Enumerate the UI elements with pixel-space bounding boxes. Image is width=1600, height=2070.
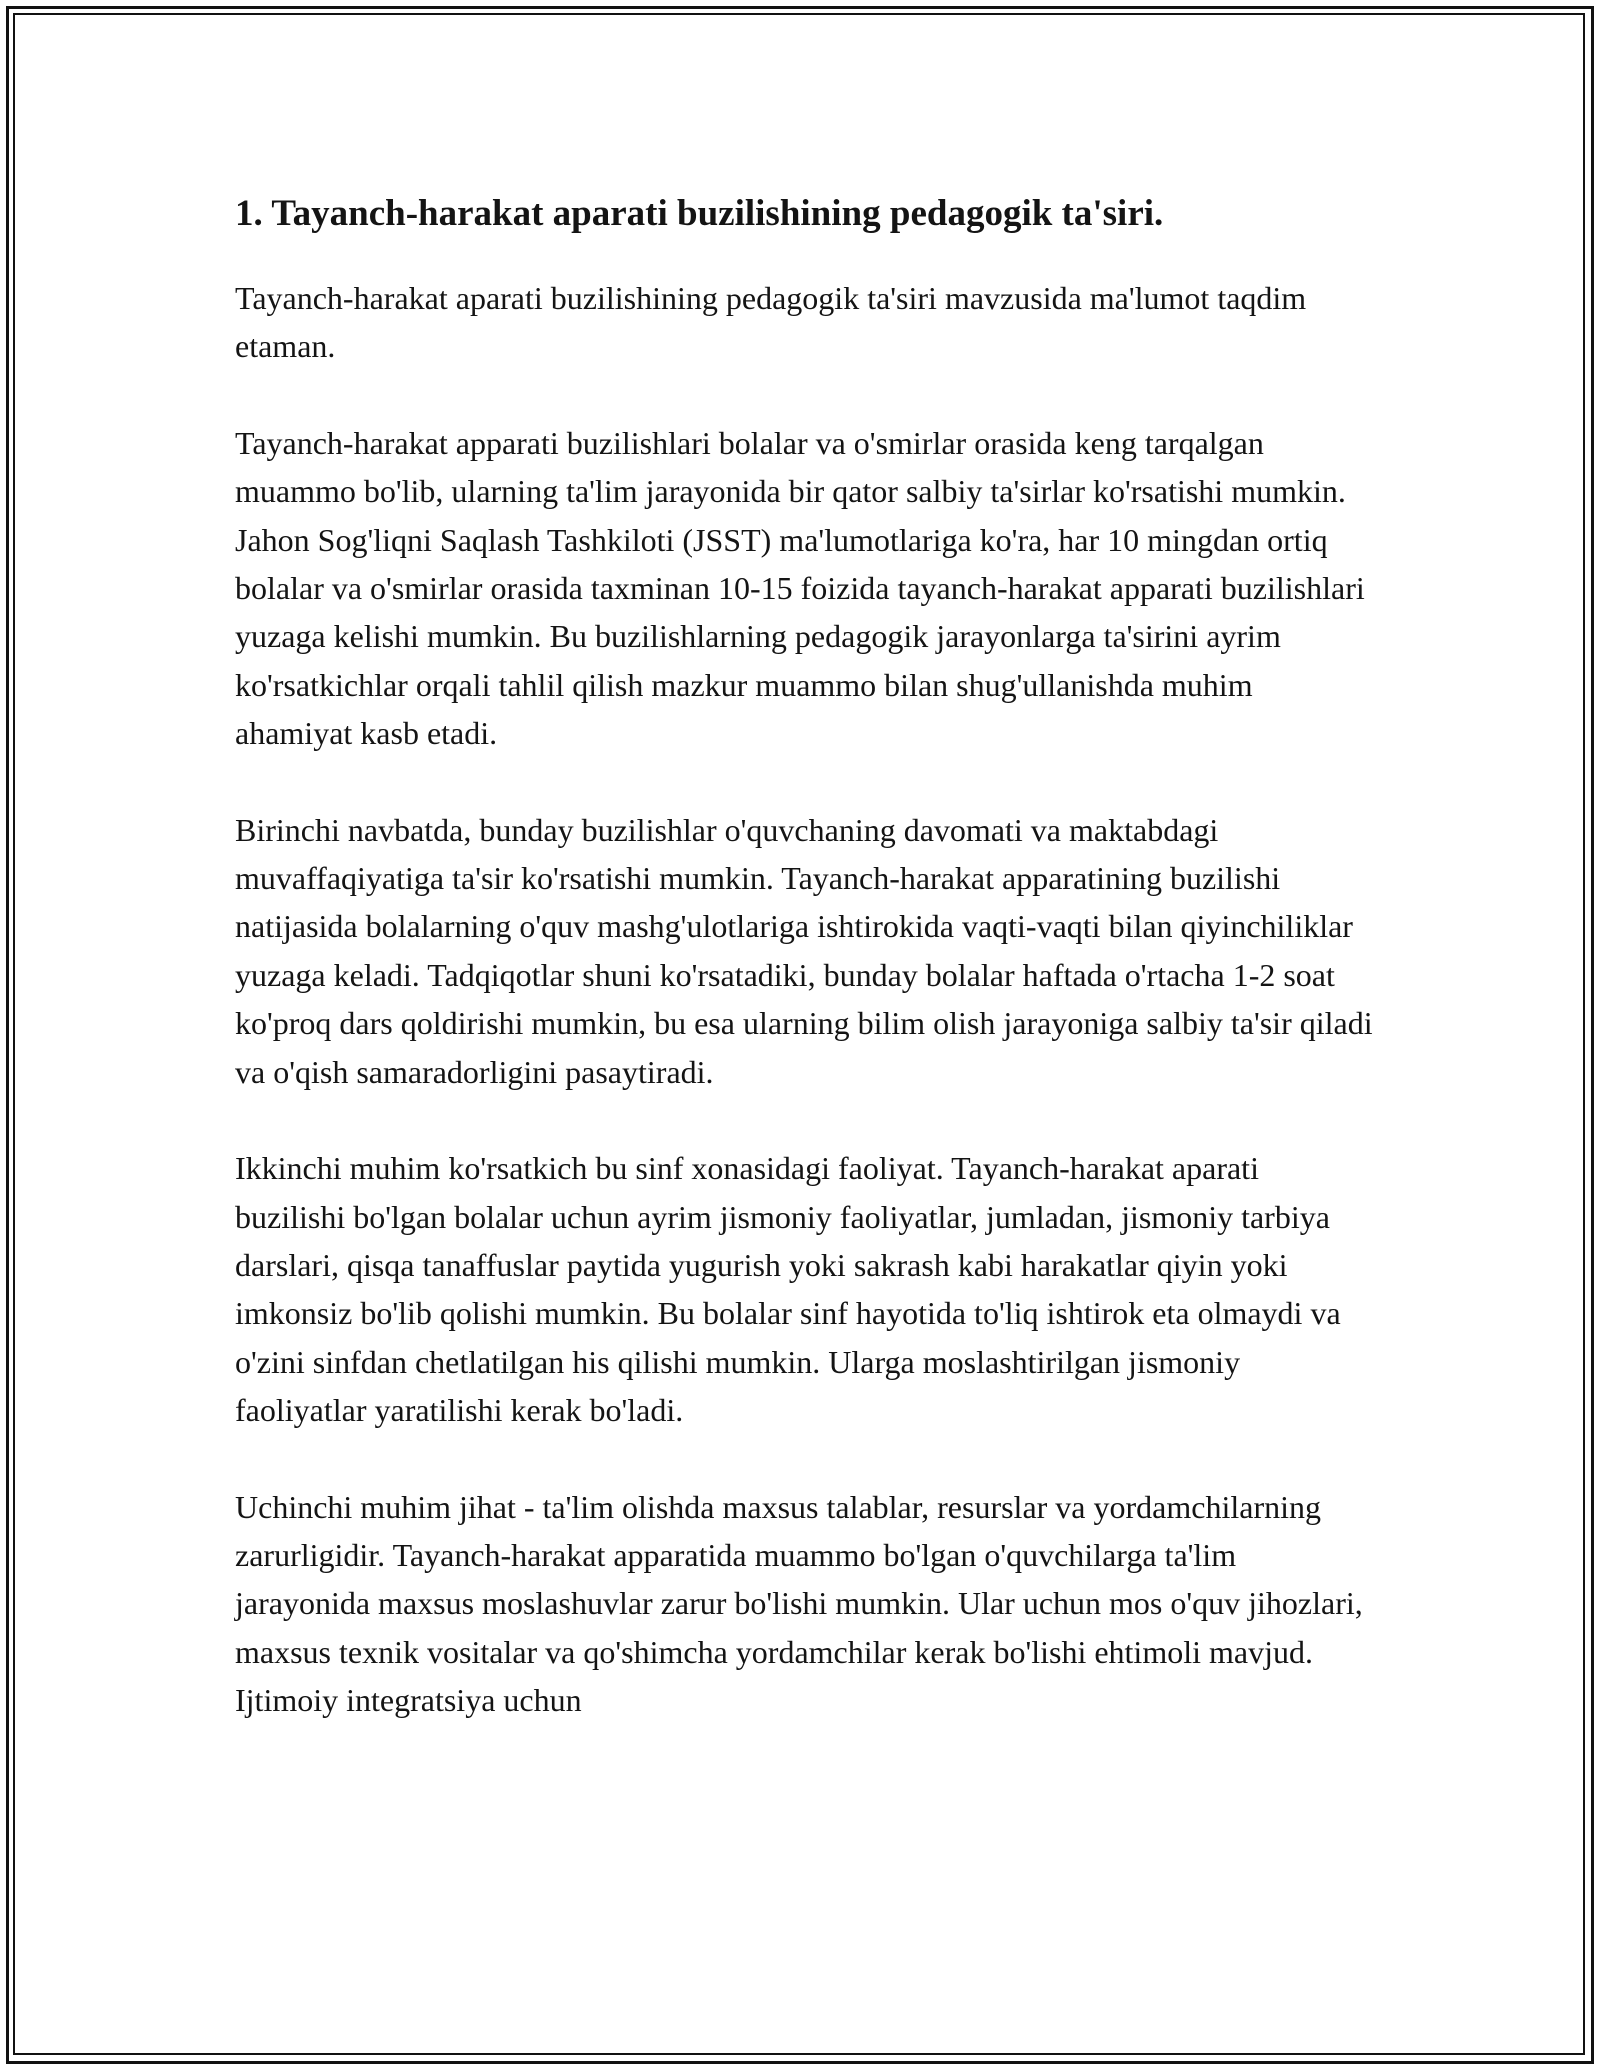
paragraph-intro: Tayanch-harakat aparati buzilishining pedagogik ta'siri mavzusida ma'lumot taqdim etaman. — [235, 280, 1307, 365]
section-heading: 1. Tayanch-harakat aparati buzilishining pedagogik ta'siri. — [235, 193, 1164, 234]
paragraph-prevalence: Tayanch-harakat apparati buzilishlari bolalar va o'smirlar orasida keng tarqalgan muammo bo'lib, ularning ta'lim jarayonida bir qator salbiy ta'sirlar ko'rsatishi mumkin. Jahon Sog'liqni Saqlash Tashkiloti (JSST) ma'lumotlariga ko'ra, har 10 mingdan ortiq bolalar va o'smirlar orasida taxminan 10-15 foizida tayanch-harakat apparati buzilishlari yuzaga kelishi mumkin. Bu buzilishlarning pedagogik jarayonlarga ta'sirini ayrim ko'rsatkichlar orqali tahlil qilish mazkur muammo bilan shug'ullanishda muhim ahamiyat kasb etadi. — [235, 424, 1365, 752]
paragraph-attendance: Birinchi navbatda, bunday buzilishlar o'quvchaning davomati va maktabdagi muvaffaqiyatiga ta'sir ko'rsatishi mumkin. Tayanch-harakat apparatining buzilishi natijasida bolalarning o'quv mashg'ulotlariga ishtirokida vaqti-vaqti bilan qiyinchiliklar yuzaga keladi. Tadqiqotlar shuni ko'rsatadiki, bunday bolalar haftada o'rtacha 1-2 soat ko'proq dars qoldirishi mumkin, bu esa ularning bilim olish jarayoniga salbiy ta'sir qiladi va o'qish samaradorligini pasaytiradi. — [235, 811, 1373, 1090]
paragraph-special-needs: Uchinchi muhim jihat - ta'lim olishda maxsus talablar, resurslar va yordamchilarning zarurligidir. Tayanch-harakat apparatida muammo bo'lgan o'quvchilarga ta'lim jarayonida maxsus moslashuvlar zarur bo'lishi mumkin. Ular uchun mos o'quv jihozlari, maxsus texnik vositalar va qo'shimcha yordamchilar kerak bo'lishi ehtimoli mavjud. Ijtimoiy integratsiya uchun — [235, 1488, 1363, 1719]
paragraph-classroom-activity: Ikkinchi muhim ko'rsatkich bu sinf xonasidagi faoliyat. Tayanch-harakat aparati buzilishi bo'lgan bolalar uchun ayrim jismoniy faoliyatlar, jumladan, jismoniy tarbiya darslari, qisqa tanaffuslar paytida yugurish yoki sakrash kabi harakatlar qiyin yoki imkonsiz bo'lib qolishi mumkin. Bu bolalar sinf hayotida to'liq ishtirok eta olmaydi va o'zini sinfdan chetlatilgan his qilishi mumkin. Ularga moslashtirilgan jismoniy faoliyatlar yaratilishi kerak bo'ladi. — [235, 1150, 1341, 1429]
document-body — [235, 188, 1375, 1773]
